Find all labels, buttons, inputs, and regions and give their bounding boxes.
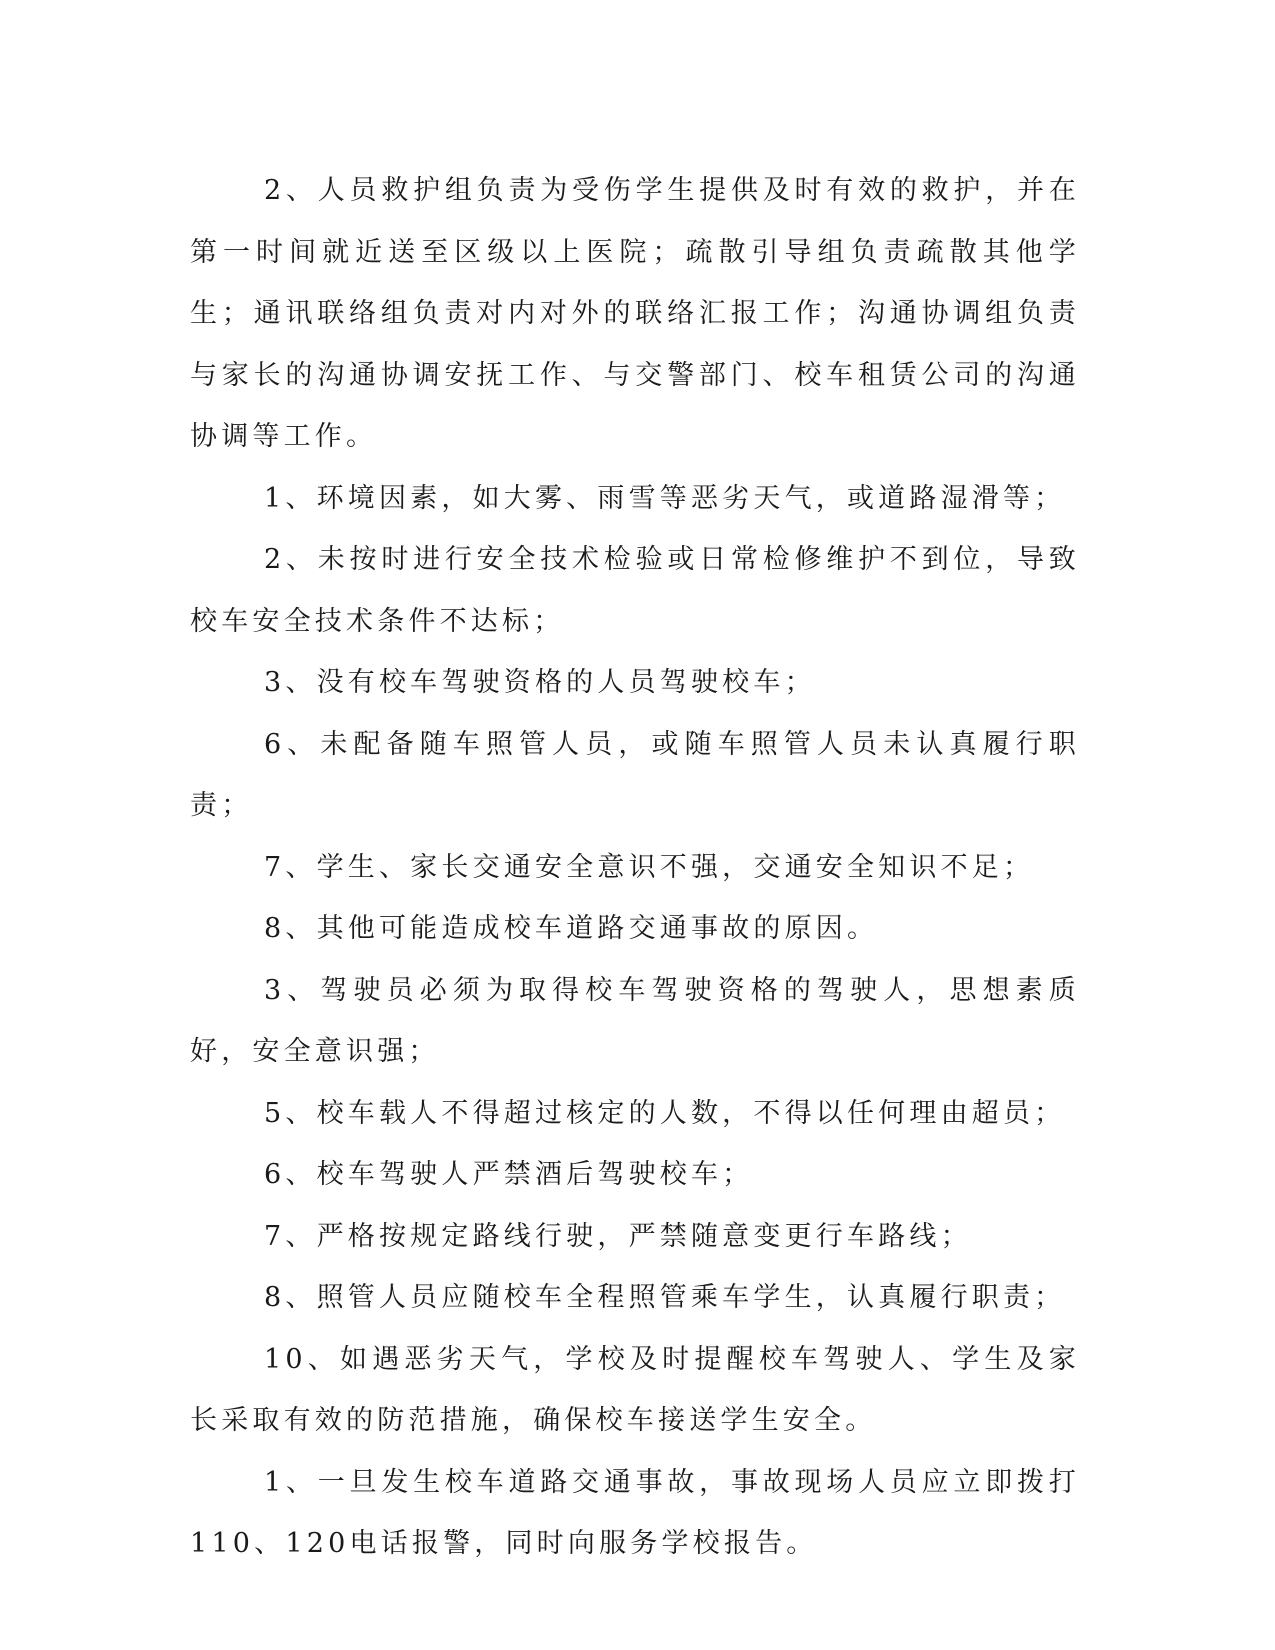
paragraph: 3、没有校车驾驶资格的人员驾驶校车；: [264, 667, 816, 698]
paragraph: 7、学生、家长交通安全意识不强，交通安全知识不足；: [264, 851, 1035, 883]
paragraph: 10、如遇恶劣天气，学校及时提醒校车驾驶人、学生及家长采取有效的防范措施，确保校车接送学生安全。: [190, 1343, 1080, 1436]
paragraph: 3、驾驶员必须为取得校车驾驶资格的驾驶人，思想素质好，安全意识强；: [190, 974, 1080, 1067]
paragraph: 2、未按时进行安全技术检验或日常检修维护不到位，导致校车安全技术条件不达标；: [190, 544, 1080, 637]
paragraph: 1、一旦发生校车道路交通事故，事故现场人员应立即拨打110、120电话报警，同时向服务学校报告。: [190, 1466, 1080, 1559]
paragraph: 8、其他可能造成校车道路交通事故的原因。: [264, 913, 879, 944]
paragraph: 6、未配备随车照管人员，或随车照管人员未认真履行职责；: [190, 728, 1080, 821]
paragraph: 2、人员救护组负责为受伤学生提供及时有效的救护，并在第一时间就近送至区级以上医院；疏散引导组负责疏散其他学生；通讯联络组负责对内对外的联络汇报工作；沟通协调组负责与家长的沟通协调安抚工作、与交警部门、校车租赁公司的沟通协调等工作。: [190, 175, 1080, 452]
paragraph: 6、校车驾驶人严禁酒后驾驶校车；: [264, 1159, 754, 1190]
paragraph: 8、照管人员应随校车全程照管乘车学生，认真履行职责；: [264, 1282, 1066, 1313]
paragraph: 7、严格按规定路线行驶，严禁随意变更行车路线；: [264, 1220, 972, 1252]
paragraph: 5、校车载人不得超过核定的人数，不得以任何理由超员；: [264, 1097, 1066, 1129]
document-body: [190, 160, 1080, 1575]
paragraph: 1、环境因素，如大雾、雨雪等恶劣天气，或道路湿滑等；: [264, 482, 1066, 514]
